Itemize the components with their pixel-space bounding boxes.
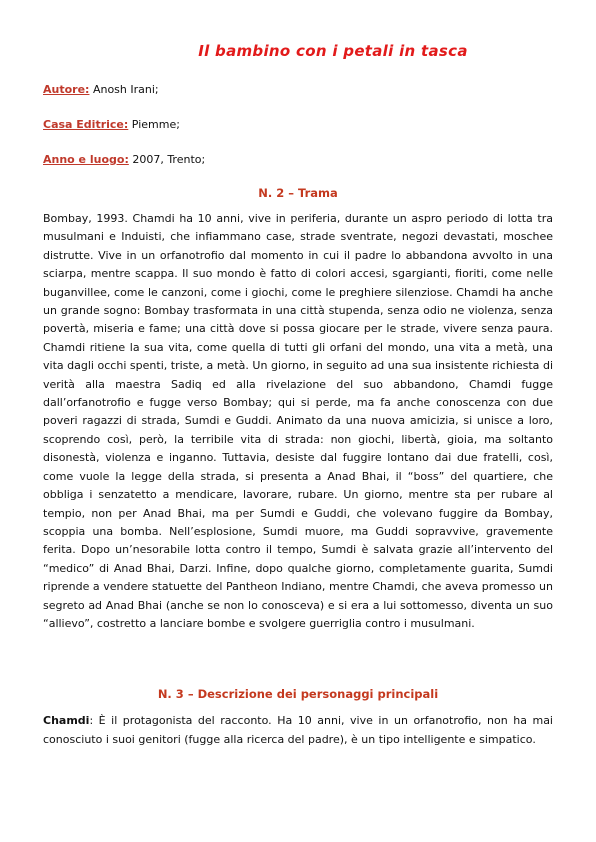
meta-author-value: Anosh Irani;: [92, 83, 159, 96]
section-heading-plot: N. 2 – Trama: [258, 186, 338, 200]
meta-publisher: [43, 118, 180, 131]
character-description: : È il protagonista del racconto. Ha 10 anni, vive in un orfanotrofio, non ha mai conosciuto i suoi genitori (fugge alla ricerca del padre), è un tipo intelligente e simpatico.: [43, 714, 553, 746]
meta-author: [43, 83, 159, 96]
meta-publisher-value: Piemme;: [131, 118, 180, 131]
meta-year-place: [43, 153, 205, 166]
meta-author-label: Autore:: [43, 83, 90, 96]
meta-publisher-label: Casa Editrice:: [43, 118, 129, 131]
character-paragraph: [43, 712, 553, 749]
section-heading-characters: N. 3 – Descrizione dei personaggi principali: [157, 687, 439, 701]
meta-year-place-label: Anno e luogo:: [43, 153, 129, 166]
plot-paragraph: Bombay, 1993. Chamdi ha 10 anni, vive in periferia, durante un aspro periodo di lotta tra musulmani e Induisti, che infiammano case, strade sventrate, negozi devastati, moschee distrutte. Vive in un orfanotrofio dal momento in cui il padre lo abbandona avvolto in una sciarpa, mentre scappa. Il suo mondo è fatto di colori accesi, sgargianti, fioriti, come nelle buganvillee, come le canzoni, come i giochi, come le preghiere silenziose. Chamdi ha anche un grande sogno: Bombay trasformata in una città stupenda, senza odio ne violenza, senza povertà, miseria e fame; una città dove si possa giocare per le strade, vivere senza paura. Chamdi ritiene la sua vita, come quella di tutti gli orfani del mondo, una vita a metà, una vita dagli occhi spenti, triste, a metà. Un giorno, in seguito ad una sua insistente richiesta di verità alla maestra Sadiq ed alla rivelazione del suo abbandono, Chamdi fugge dall’orfanotrofio e fugge verso Bombay; qui si perde, ma fa anche conoscenza con due poveri ragazzi di strada, Sumdi e Guddi. Animato da una nuova amicizia, si unisce a loro, scoprendo così, però, la terribile vita di strada: non giochi, libertà, gioia, ma soltanto disonestà, violenza e inganno. Tuttavia, desiste dal fuggire lontano dai due fratelli, così, come vuole la legge della strada, si presenta a Anad Bhai, il “boss” del quartiere, che obbliga i senzatetto a mendicare, lavorare, rubare. Un giorno, mentre sta per rubare al tempio, non per Anad Bhai, ma per Sumdi e Guddi, che volevano fuggire da Bombay, scoppia una bomba. Nell’esplosione, Sumdi muore, ma Guddi sopravvive, gravemente ferita. Dopo un’nesorabile lotta contro il tempo, Sumdi è salvata grazie all’intervento del “medico” di Anad Bhai, Darzi. Infine, dopo qualche giorno, completamente guarita, Sumdi riprende a vendere statuette del Pantheon Indiano, mentre Chamdi, che aveva promesso un segreto ad Anad Bhai (anche se non lo conosceva) e si era a lui sottomesso, diventa un suo “allievo”, costretto a lanciare bombe e svolgere guerriglia contro i musulmani.: [43, 212, 553, 630]
document-title: Il bambino con i petali in tasca: [198, 42, 468, 60]
meta-year-place-value: 2007, Trento;: [132, 153, 206, 166]
character-name: Chamdi: [43, 714, 90, 727]
